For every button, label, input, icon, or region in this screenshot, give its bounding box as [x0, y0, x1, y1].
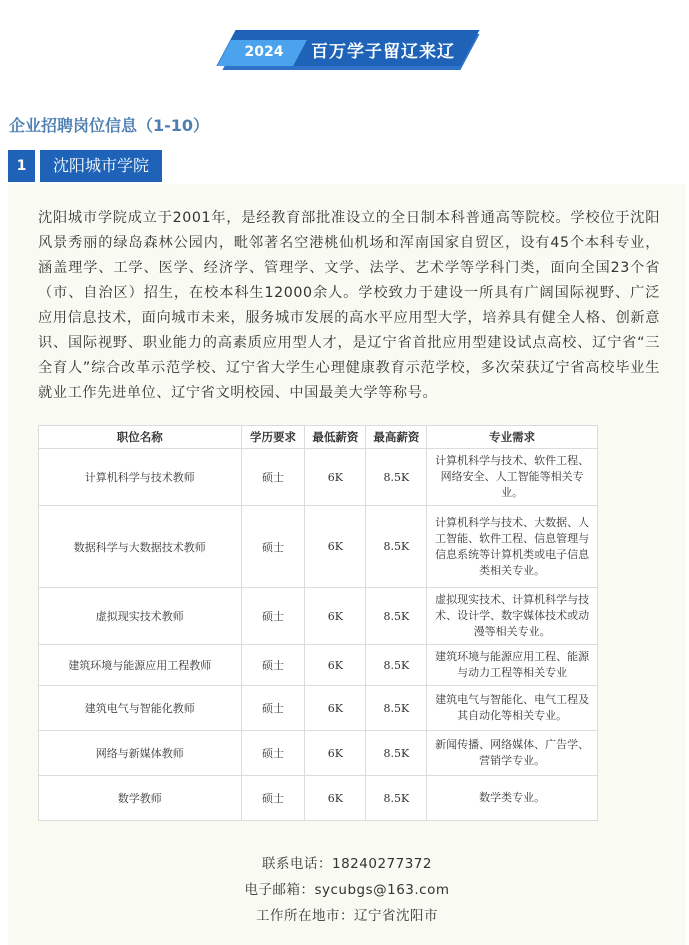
cell-max-salary: 8.5K: [366, 686, 427, 731]
contact-phone: 联系电话：18240277372: [262, 856, 432, 872]
cell-education: 硕士: [241, 506, 305, 588]
jobs-table: [38, 425, 598, 821]
cell-education: 硕士: [241, 731, 305, 776]
cell-major: 数学类专业。: [427, 776, 598, 821]
company-number: 1: [8, 150, 35, 182]
company-panel: [8, 184, 686, 945]
table-row: [39, 731, 598, 776]
cell-min-salary: 6K: [305, 731, 366, 776]
table-row: [39, 645, 598, 686]
cell-education: 硕士: [241, 645, 305, 686]
cell-major: 计算机科学与技术、大数据、人工智能、软件工程、信息管理与信息系统等计算机类或电子信息类相关专业。: [427, 506, 598, 588]
cell-min-salary: 6K: [305, 449, 366, 506]
header-major: 专业需求: [427, 426, 598, 449]
banner-title: 百万学子留辽来辽: [311, 42, 455, 62]
cell-education: 硕士: [241, 776, 305, 821]
contact-email: 电子邮箱：sycubgs@163.com: [244, 882, 450, 898]
cell-major: 建筑环境与能源应用工程、能源与动力工程等相关专业: [427, 645, 598, 686]
cell-min-salary: 6K: [305, 776, 366, 821]
section-heading: 企业招聘岗位信息（1-10）: [9, 116, 210, 135]
cell-min-salary: 6K: [305, 686, 366, 731]
cell-major: 虚拟现实技术、计算机科学与技术、设计学、数字媒体技术或动漫等相关专业。: [427, 588, 598, 645]
table-row: [39, 686, 598, 731]
title-banner: [218, 30, 476, 74]
cell-major: 建筑电气与智能化、电气工程及其自动化等相关专业。: [427, 686, 598, 731]
cell-position: 虚拟现实技术教师: [39, 588, 242, 645]
cell-education: 硕士: [241, 686, 305, 731]
cell-education: 硕士: [241, 588, 305, 645]
cell-min-salary: 6K: [305, 588, 366, 645]
contact-location: 工作所在地市：辽宁省沈阳市: [256, 908, 438, 924]
table-row: [39, 506, 598, 588]
cell-position: 建筑环境与能源应用工程教师: [39, 645, 242, 686]
cell-position: 数据科学与大数据技术教师: [39, 506, 242, 588]
cell-major: 新闻传播、网络媒体、广告学、营销学专业。: [427, 731, 598, 776]
company-name: 沈阳城市学院: [40, 150, 162, 182]
header-min-salary: 最低薪资: [305, 426, 366, 449]
cell-position: 数学教师: [39, 776, 242, 821]
table-row: [39, 588, 598, 645]
company-intro: 沈阳城市学院成立于2001年，是经教育部批准设立的全日制本科普通高等院校。学校位于沈阳风景秀丽的绿岛森林公园内，毗邻著名空港桃仙机场和浑南国家自贸区，设有45个本科专业，涵盖理学、工学、医学、经济学、管理学、文学、法学、艺术学等学科门类，面向全国23个省（市、自治区）招生，在校本科生12000余人。学校致力于建设一所具有广阔国际视野、广泛应用信息技术，面向城市未来，服务城市发展的高水平应用型大学，培养具有健全人格、创新意识、国际视野、职业能力的高素质应用型人才，是辽宁省首批应用型建设试点高校、辽宁省“三全育人”综合改革示范学校、辽宁省大学生心理健康教育示范学校，多次荣获辽宁省高校毕业生就业工作先进单位、辽宁省文明校园、中国最美大学等称号。: [38, 210, 660, 401]
cell-major: 计算机科学与技术、软件工程、网络安全、人工智能等相关专业。: [427, 449, 598, 506]
banner-year: 2024: [244, 44, 284, 60]
cell-max-salary: 8.5K: [366, 776, 427, 821]
cell-education: 硕士: [241, 449, 305, 506]
header-education: 学历要求: [241, 426, 305, 449]
cell-max-salary: 8.5K: [366, 506, 427, 588]
cell-max-salary: 8.5K: [366, 645, 427, 686]
cell-max-salary: 8.5K: [366, 588, 427, 645]
cell-position: 建筑电气与智能化教师: [39, 686, 242, 731]
cell-position: 网络与新媒体教师: [39, 731, 242, 776]
table-header-row: [39, 426, 598, 449]
cell-min-salary: 6K: [305, 645, 366, 686]
cell-max-salary: 8.5K: [366, 731, 427, 776]
table-row: [39, 776, 598, 821]
cell-position: 计算机科学与技术教师: [39, 449, 242, 506]
table-row: [39, 449, 598, 506]
header-max-salary: 最高薪资: [366, 426, 427, 449]
header-position: 职位名称: [39, 426, 242, 449]
cell-max-salary: 8.5K: [366, 449, 427, 506]
cell-min-salary: 6K: [305, 506, 366, 588]
